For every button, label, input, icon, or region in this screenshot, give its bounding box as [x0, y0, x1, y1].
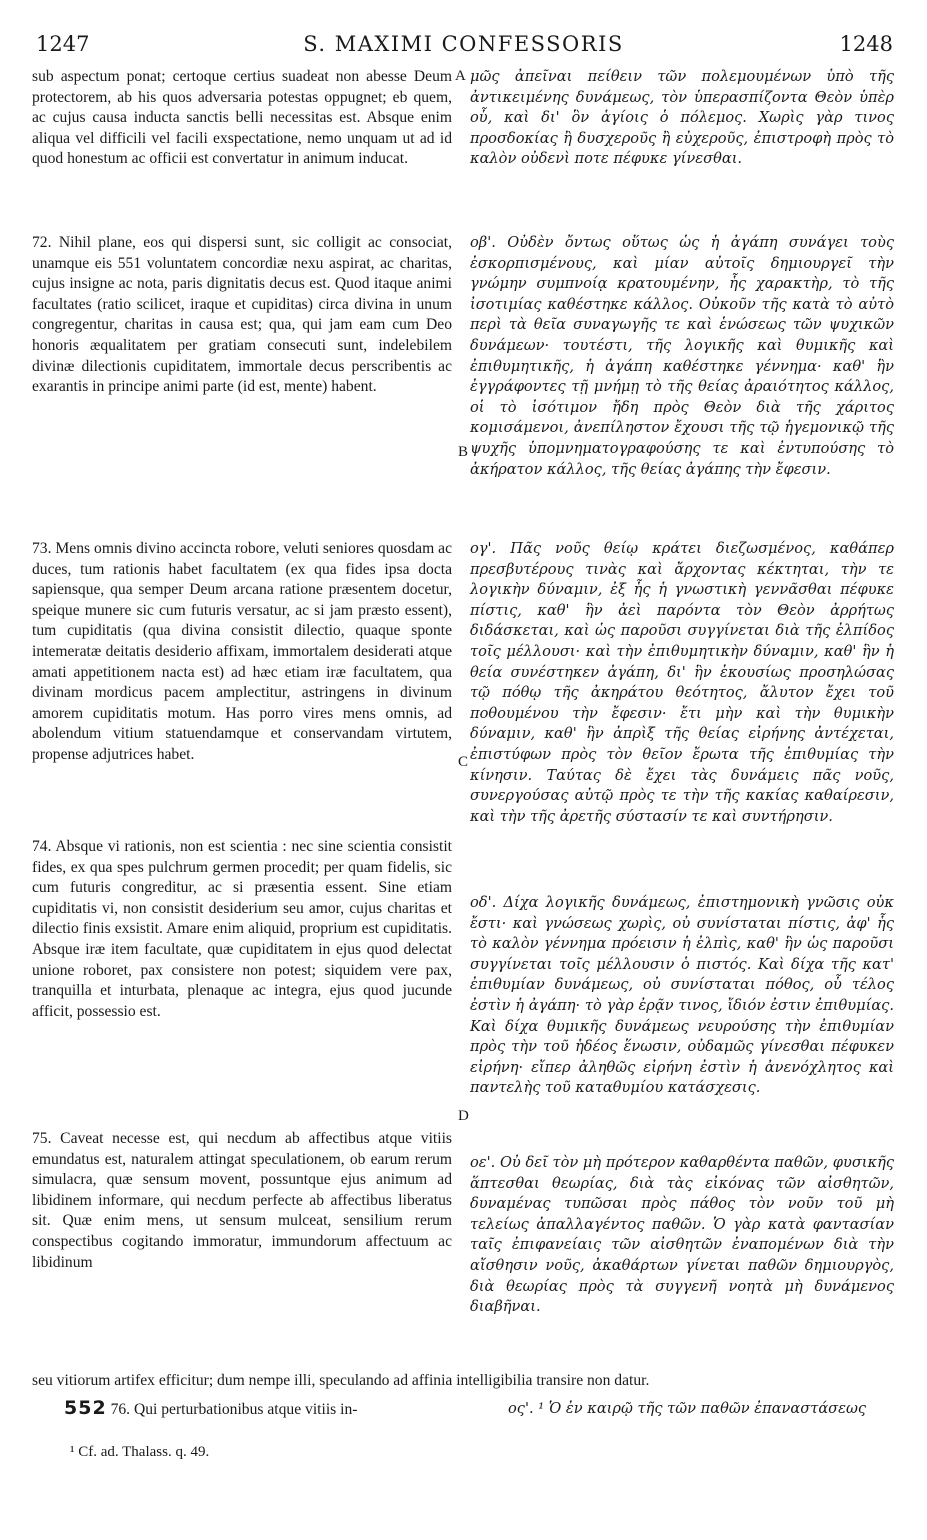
running-title: S. MAXIMI CONFESSORIS	[303, 32, 624, 56]
right-page-number: 1248	[839, 32, 893, 56]
greek-paragraph-76-text: ος'. ¹ Ὁ ἐν καιρῷ τῆς τῶν παθῶν ἐπαναστάσεως	[508, 1400, 867, 1417]
greek-paragraph-73-text: ογ'. Πᾶς νοῦς θείῳ κράτει διεζωσμένος, καθάπερ πρεσβυτέρους τινὰς καὶ ἄρχοντας κέκτηται, τὴν τε λογικὴν δύναμιν, ἐξ ἧς ἡ γνωστικὴ γεννᾶσθαι πέφυκε πίστις, καθ' ἣν ἀεὶ παρόντα τὸν Θεὸν ἀρρήτως διδάσκεται, καὶ ὡς παροῦσι συγγίνεται διὰ τῆς ἐλπίδος τοῖς μέλλουσι· καὶ τὴν ἐπιθυμητικὴν δύναμιν, καθ' ἣν ἡ θεία συνέστηκεν ἀγάπη, δι' ἣν ἑκουσίως προσηλώσας τῷ πόθῳ τῆς ἀκηράτου θεότητος, ἄλυτον ἔχει τοῦ ποθουμένου τὴν ἔφεσιν· ἔτι μὴν καὶ τὴν θυμικὴν δύναμιν, καθ' ἣν ἀπρὶξ τῆς θείας εἰρήνης ἀντέχεται, ἐπιστύφων πρὸς τὸν θεῖον ἔρωτα τῆς ἐπιθυμίας τὴν κίνησιν. Ταύτας δὲ ἔχει τὰς δυνάμεις πᾶς νοῦς, συνεργούσας αὐτῷ πρὸς τε τὴν τῆς κακίας καθαίρεσιν, καὶ τὴν τῆς ἀρετῆς σύστασίν τε καὶ συντήρησιν.	[470, 540, 894, 825]
latin-paragraph-76-text: 76. Qui perturbationibus atque vitiis in-	[110, 1401, 358, 1418]
latin-intro-text: sub aspectum ponat; certoque certius suadeat non abesse Deum protectorem, ab his quos adversaria potestas oppugnet; eb quem, ac cujus causa inducta sanctis belli necessitas est. Absque enim aliqua vel difficili vel facili exspectatione, nemo unquam ut ad id quod honestum ac officii est convertatur in animum inducat.	[32, 68, 452, 168]
greek-paragraph-74	[470, 893, 894, 1099]
latin-paragraph-76	[64, 1397, 357, 1419]
greek-paragraph-72-text: οβ'. Οὐδὲν ὄντως οὕτως ὡς ἡ ἀγάπη συνάγει τοὺς ἐσκορπισμένους, καὶ μίαν αὐτοῖς δημιουργεῖ τὴν γνώμην συμπνοίᾳ κρατουμένην, ἧς χαρακτὴρ, τὸ τῆς ἰσοτιμίας καθέστηκε κάλλος. Οὐκοῦν τῆς κατὰ τὸ αὐτὸ περὶ τὰ θεῖα συναγωγῆς τε καὶ ἑνώσεως τῶν ψυχικῶν δυνάμεων· τουτέστι, τῆς λογικῆς καὶ θυμικῆς καὶ ἐπιθυμητικῆς, ἡ ἀγάπη καθέστηκε γέννημα· καθ' ἣν ἐγγράφοντες τῇ μνήμῃ τὸ τῆς θείας ἀραιότητος κάλλος, οἱ τὸ ἰσότιμον ἤδη πρὸς Θεὸν διὰ τῆς χάριτος κομισάμενοι, ἀνεπίληστον ἔχουσι τῆς τῷ ἡγεμονικῷ τῆς ψυχῆς ὑπομνηματογραφούσης τε καὶ ἐντυπούσης τὸ ἀκήρατον κάλλος, τῆς θείας ἀγάπης τὴν ἔφεσιν.	[470, 234, 894, 478]
latin-paragraph-74-text: 74. Absque vi rationis, non est scientia : nec sine scientia consistit fides, ex qua spes pulchrum germen procedit; per quam fidelis, sic cum futuris congreditur, ac si præsentia essent. Sine etiam cupiditatis vi, non consistit desiderium seu amor, cujus charitas et dilectio finis exsistit. Amare enim aliquid, proprium est cupiditatis. Absque iræ item facultate, quæ cupiditatem in ejus quod delectat unione roboret, pax consistere non potest; siquidem vere pax, tranquilla et inturbata, plenaque ac integra, ejus quod jucunde afficit, possessio est.	[32, 838, 452, 1020]
latin-paragraph-72-text: 72. Nihil plane, eos qui dispersi sunt, sic colligit ac consociat, unamque eis 551 voluntatem concordiæ nexu aspirat, ac charitas, cujus insigne ac nota, paris dignitatis decus est. Quod itaque animi facultates (ratio scilicet, iraque et cupiditas) circa divina in unum congregentur, charitas in causa est; qua, qui jam eam cum Deo honoris æqualitatem per gratiam consecuti sunt, indelebilem divinæ dilectionis cupiditatem, immortale decus perscribentis ac exarantis in principe animi parte (id est, mente) habent.	[32, 234, 452, 396]
margin-letter-a: A	[455, 68, 466, 84]
latin-paragraph-73	[32, 539, 452, 766]
footnote: ¹ Cf. ad. Thalass. q. 49.	[70, 1444, 210, 1460]
paragraph-75-tail-text: seu vitiorum artifex efficitur; dum nempe illi, speculando ad affinia intelligibilia transire non datur.	[32, 1372, 650, 1389]
left-page-number: 1247	[36, 32, 90, 56]
latin-paragraph-75	[32, 1129, 452, 1273]
latin-paragraph-73-text: 73. Mens omnis divino accincta robore, veluti seniores quosdam ac duces, tum rationis habet facultatem (ex qua fides ipsa docta sapiensque, qua semper Deum arcana ratione præsentem docetur, speique munere sic cum futuris versatur, ac si jam præsto essent), tum cupiditatis (qua divina consistit dilectio, quaque sponte intemeratæ deitatis desiderio affixam, immortalem desiderati atque amati appetitionem nacta est) ad hæc etiam iræ facultatem, qua divinam mordicus pacem amplectitur, astringens in divinum amorem cupiditatis motum. Has porro vires mens omnis, ad abolendum vitium statuendamque et conservandam virtutem, propense adjutrices habet.	[32, 540, 452, 763]
greek-paragraph-76	[508, 1400, 866, 1417]
paragraph-75-tail	[32, 1372, 892, 1390]
greek-paragraph-73	[470, 539, 894, 827]
margin-letter-d: D	[458, 1108, 469, 1124]
greek-paragraph-75-text: οε'. Οὐ δεῖ τὸν μὴ πρότερον καθαρθέντα παθῶν, φυσικῆς ἅπτεσθαι θεωρίας, διὰ τὰς εἰκόνας τῶν αἰσθητῶν, δυναμένας τυπῶσαι πρὸς πάθος τὸν νοῦν τοῦ μὴ τελείως ἀπαλλαγέντος παθῶν. Ὁ γὰρ κατὰ φαντασίαν ταῖς ἐπιφανείαις τῶν αἰσθητῶν ἐναπομένων διὰ τὴν αἴσθησιν νοῦς, ἀκαθάρτων γίνεται παθῶν δημιουργὸς, διὰ θεωρίας πρὸς τὰ συγγενῆ νοητὰ μὴ δυνάμενος διαβῆναι.	[470, 1154, 894, 1316]
greek-intro	[470, 67, 894, 170]
greek-intro-text: μῶς ἀπεῖναι πείθειν τῶν πολεμουμένων ὑπὸ τῆς ἀντικειμένης δυνάμεως, τὸν ὑπερασπίζοντα Θεὸν ὑπὲρ οὗ, καὶ δι' ὃν ἁγίοις ὁ πόλεμος. Χωρὶς γὰρ τινος προσδοκίας ἢ δυσχεροῦς ἢ εὐχεροῦς, ἐπιστροφὴ πρὸς τὸ καλὸν οὐδενὶ ποτε πέφυκε γίνεσθαι.	[470, 68, 894, 168]
latin-paragraph-72	[32, 233, 452, 398]
page-header	[30, 24, 897, 56]
latin-paragraph-74	[32, 837, 452, 1022]
migne-column-number: 552	[64, 1397, 107, 1419]
greek-paragraph-74-text: οδ'. Δίχα λογικῆς δυνάμεως, ἐπιστημονικὴ γνῶσις οὐκ ἔστι· καὶ γνώσεως χωρὶς, οὐ συνίσταται πίστις, ἀφ' ἧς τὸ καλὸν γέννημα πρόεισιν ἡ ἐλπὶς, καθ' ἣν ὡς παροῦσι συγγίνεται τοῖς μέλλουσιν ὁ πιστός. Καὶ δίχα τῆς κατ' ἐπιθυμίαν δυνάμεως, οὐ συνίσταται πόθος, οὗ τέλος ἐστὶν ἡ ἀγάπη· τὸ γὰρ ἐρᾷν τινος, ἴδιόν ἐστιν ἐπιθυμίας. Καὶ δίχα θυμικῆς δυνάμεως νευρούσης τὴν ἐπιθυμίαν πρὸς τὴν τοῦ ἡδέος ἕνωσιν, οὐδαμῶς γίνεσθαι πέφυκεν εἰρήνη· εἴπερ ἀληθῶς εἰρήνη ἐστὶν ἡ ἀνενόχλητος καὶ παντελὴς τοῦ καταθυμίου κατάσχεσις.	[470, 894, 894, 1097]
margin-letter-b: B	[458, 444, 469, 460]
margin-letter-c: C	[458, 754, 469, 770]
greek-paragraph-72	[470, 233, 894, 480]
greek-paragraph-75	[470, 1153, 894, 1318]
latin-intro	[32, 67, 452, 170]
latin-paragraph-75-text: 75. Caveat necesse est, qui necdum ab affectibus atque vitiis emundatus est, naturalem attingat speculationem, ob earum rerum simulacra, quæ sensum movent, possuntque ejus animum ad libidinem informare, qui necdum perfecte ab affectibus liberatus sit. Quæ enim mens, ut sensum mulceat, sensilium rerum conspectibus cogitando immoratur, immundorum affectuum ac libidinum	[32, 1130, 452, 1271]
